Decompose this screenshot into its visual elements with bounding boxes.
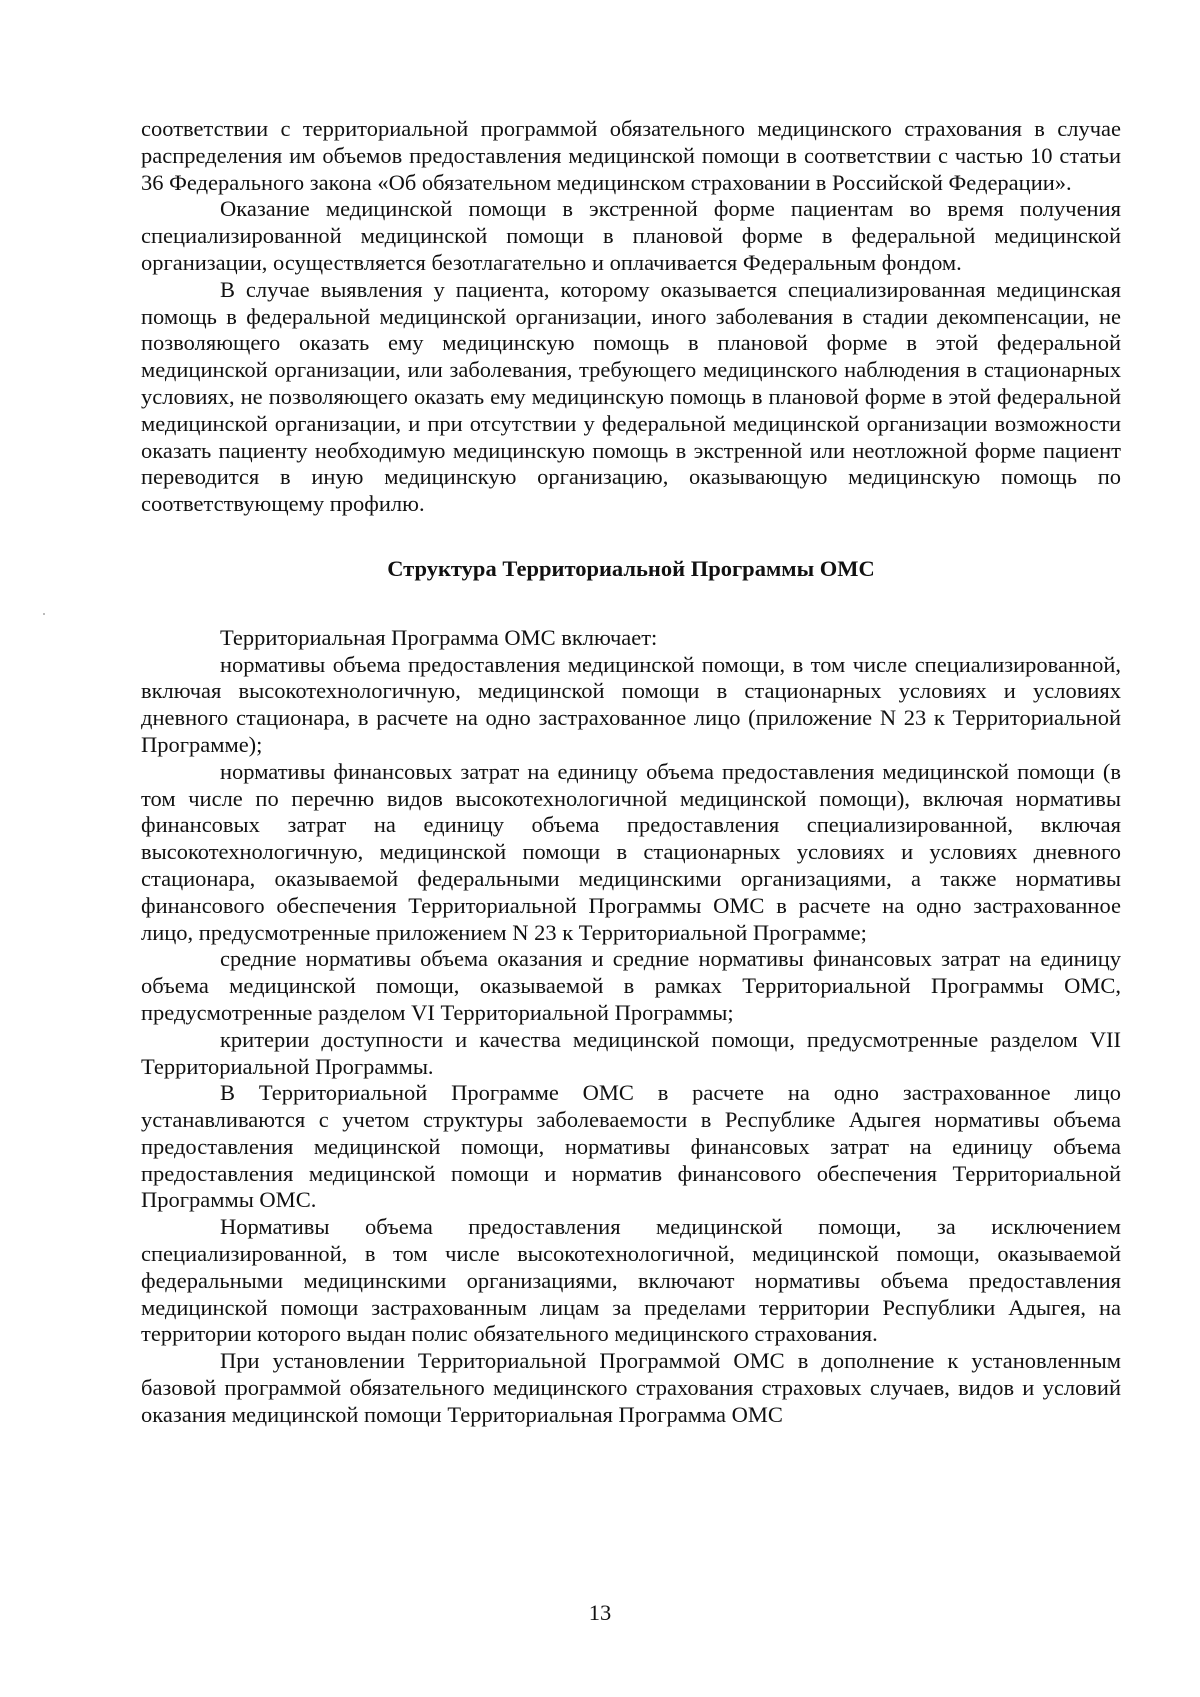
section-heading: Структура Территориальной Программы ОМС — [387, 555, 875, 581]
paragraph-financial-norms: нормативы финансовых затрат на единицу объема предоставления медицинской помощи (в том числе по перечню видов высокотехнологичной медицинской помощи), включая нормативы финансовых затрат на единицу объема предоставления специализированной, включая высокотехнологичную, медицинской помощи в стационарных условиях и условиях дневного стационара, оказываемой федеральными медицинскими организациями, а также нормативы финансового обеспечения Территориальной Программы ОМС в расчете на одно застрахованное лицо, предусмотренные приложением N 23 к Территориальной Программе; — [141, 758, 1121, 945]
paragraph-emergency-care: Оказание медицинской помощи в экстренной форме пациентам во время получения специализированной медицинской помощи в плановой форме в федеральной медицинской организации, осуществляется безотлагательно и оплачивается Федеральным фондом. — [141, 196, 1121, 275]
spacer — [141, 583, 1121, 625]
paragraph-quality-criteria: критерии доступности и качества медицинской помощи, предусмотренные разделом VII Территориальной Программы. — [141, 1026, 1121, 1079]
paragraph-volume-exclusions: Нормативы объема предоставления медицинской помощи, за исключением специализированной, в том числе высокотехнологичной, медицинской помощи, оказываемой федеральными медицинскими организациями, включают нормативы объема предоставления медицинской помощи застрахованным лицам за пределами территории Республики Адыгея, на территории которого выдан полис обязательного медицинского страхования. — [141, 1214, 1121, 1347]
paragraph-volume-norms: нормативы объема предоставления медицинской помощи, в том числе специализированной, включая высокотехнологичную, медицинской помощи в стационарных условиях и условиях дневного стационара, в расчете на одно застрахованное лицо (приложение N 23 к Территориальной Программе); — [141, 651, 1121, 757]
paragraph-continuation: соответствии с территориальной программой обязательного медицинского страхования в случае распределения им объемов предоставления медицинской помощи в соответствии с частью 10 статьи 36 Федерального закона «Об обязательном медицинском страховании в Российской Федерации». — [141, 116, 1121, 195]
spacer — [141, 518, 1121, 556]
scan-speck — [43, 613, 45, 615]
document-body — [141, 116, 1121, 1429]
paragraph-program-includes: Территориальная Программа ОМС включает: — [220, 624, 658, 650]
paragraph-per-insured-norms: В Территориальной Программе ОМС в расчете на одно застрахованное лицо устанавливаются с учетом структуры заболеваемости в Республике Адыгея нормативы объема предоставления медицинской помощи, нормативы финансовых затрат на единицу объема предоставления медицинской помощи и норматив финансового обеспечения Территориальной Программы ОМС. — [141, 1080, 1121, 1213]
paragraph-average-norms: средние нормативы объема оказания и средние нормативы финансовых затрат на единицу объема медицинской помощи, оказываемой в рамках Территориальной Программы ОМС, предусмотренные разделом VI Территориальной Программы; — [141, 946, 1121, 1025]
paragraph-patient-transfer: В случае выявления у пациента, которому оказывается специализированная медицинская помощь в федеральной медицинской организации, иного заболевания в стадии декомпенсации, не позволяющего оказать ему медицинскую помощь в плановой форме в этой федеральной медицинской организации, или заболевания, требующего медицинского наблюдения в стационарных условиях, не позволяющего оказать ему медицинскую помощь в плановой форме в этой федеральной медицинской организации, и при отсутствии у федеральной медицинской организации возможности оказать пациенту необходимую медицинскую помощь в экстренной или неотложной форме пациент переводится в иную медицинскую организацию, оказывающую медицинскую помощь по соответствующему профилю. — [141, 276, 1121, 517]
paragraph-additional-cases: При установлении Территориальной Программой ОМС в дополнение к установленным базовой программой обязательного медицинского страхования страховых случаев, видов и условий оказания медицинской помощи Территориальная Программа ОМС — [141, 1348, 1121, 1427]
page-number: 13 — [588, 1600, 612, 1625]
